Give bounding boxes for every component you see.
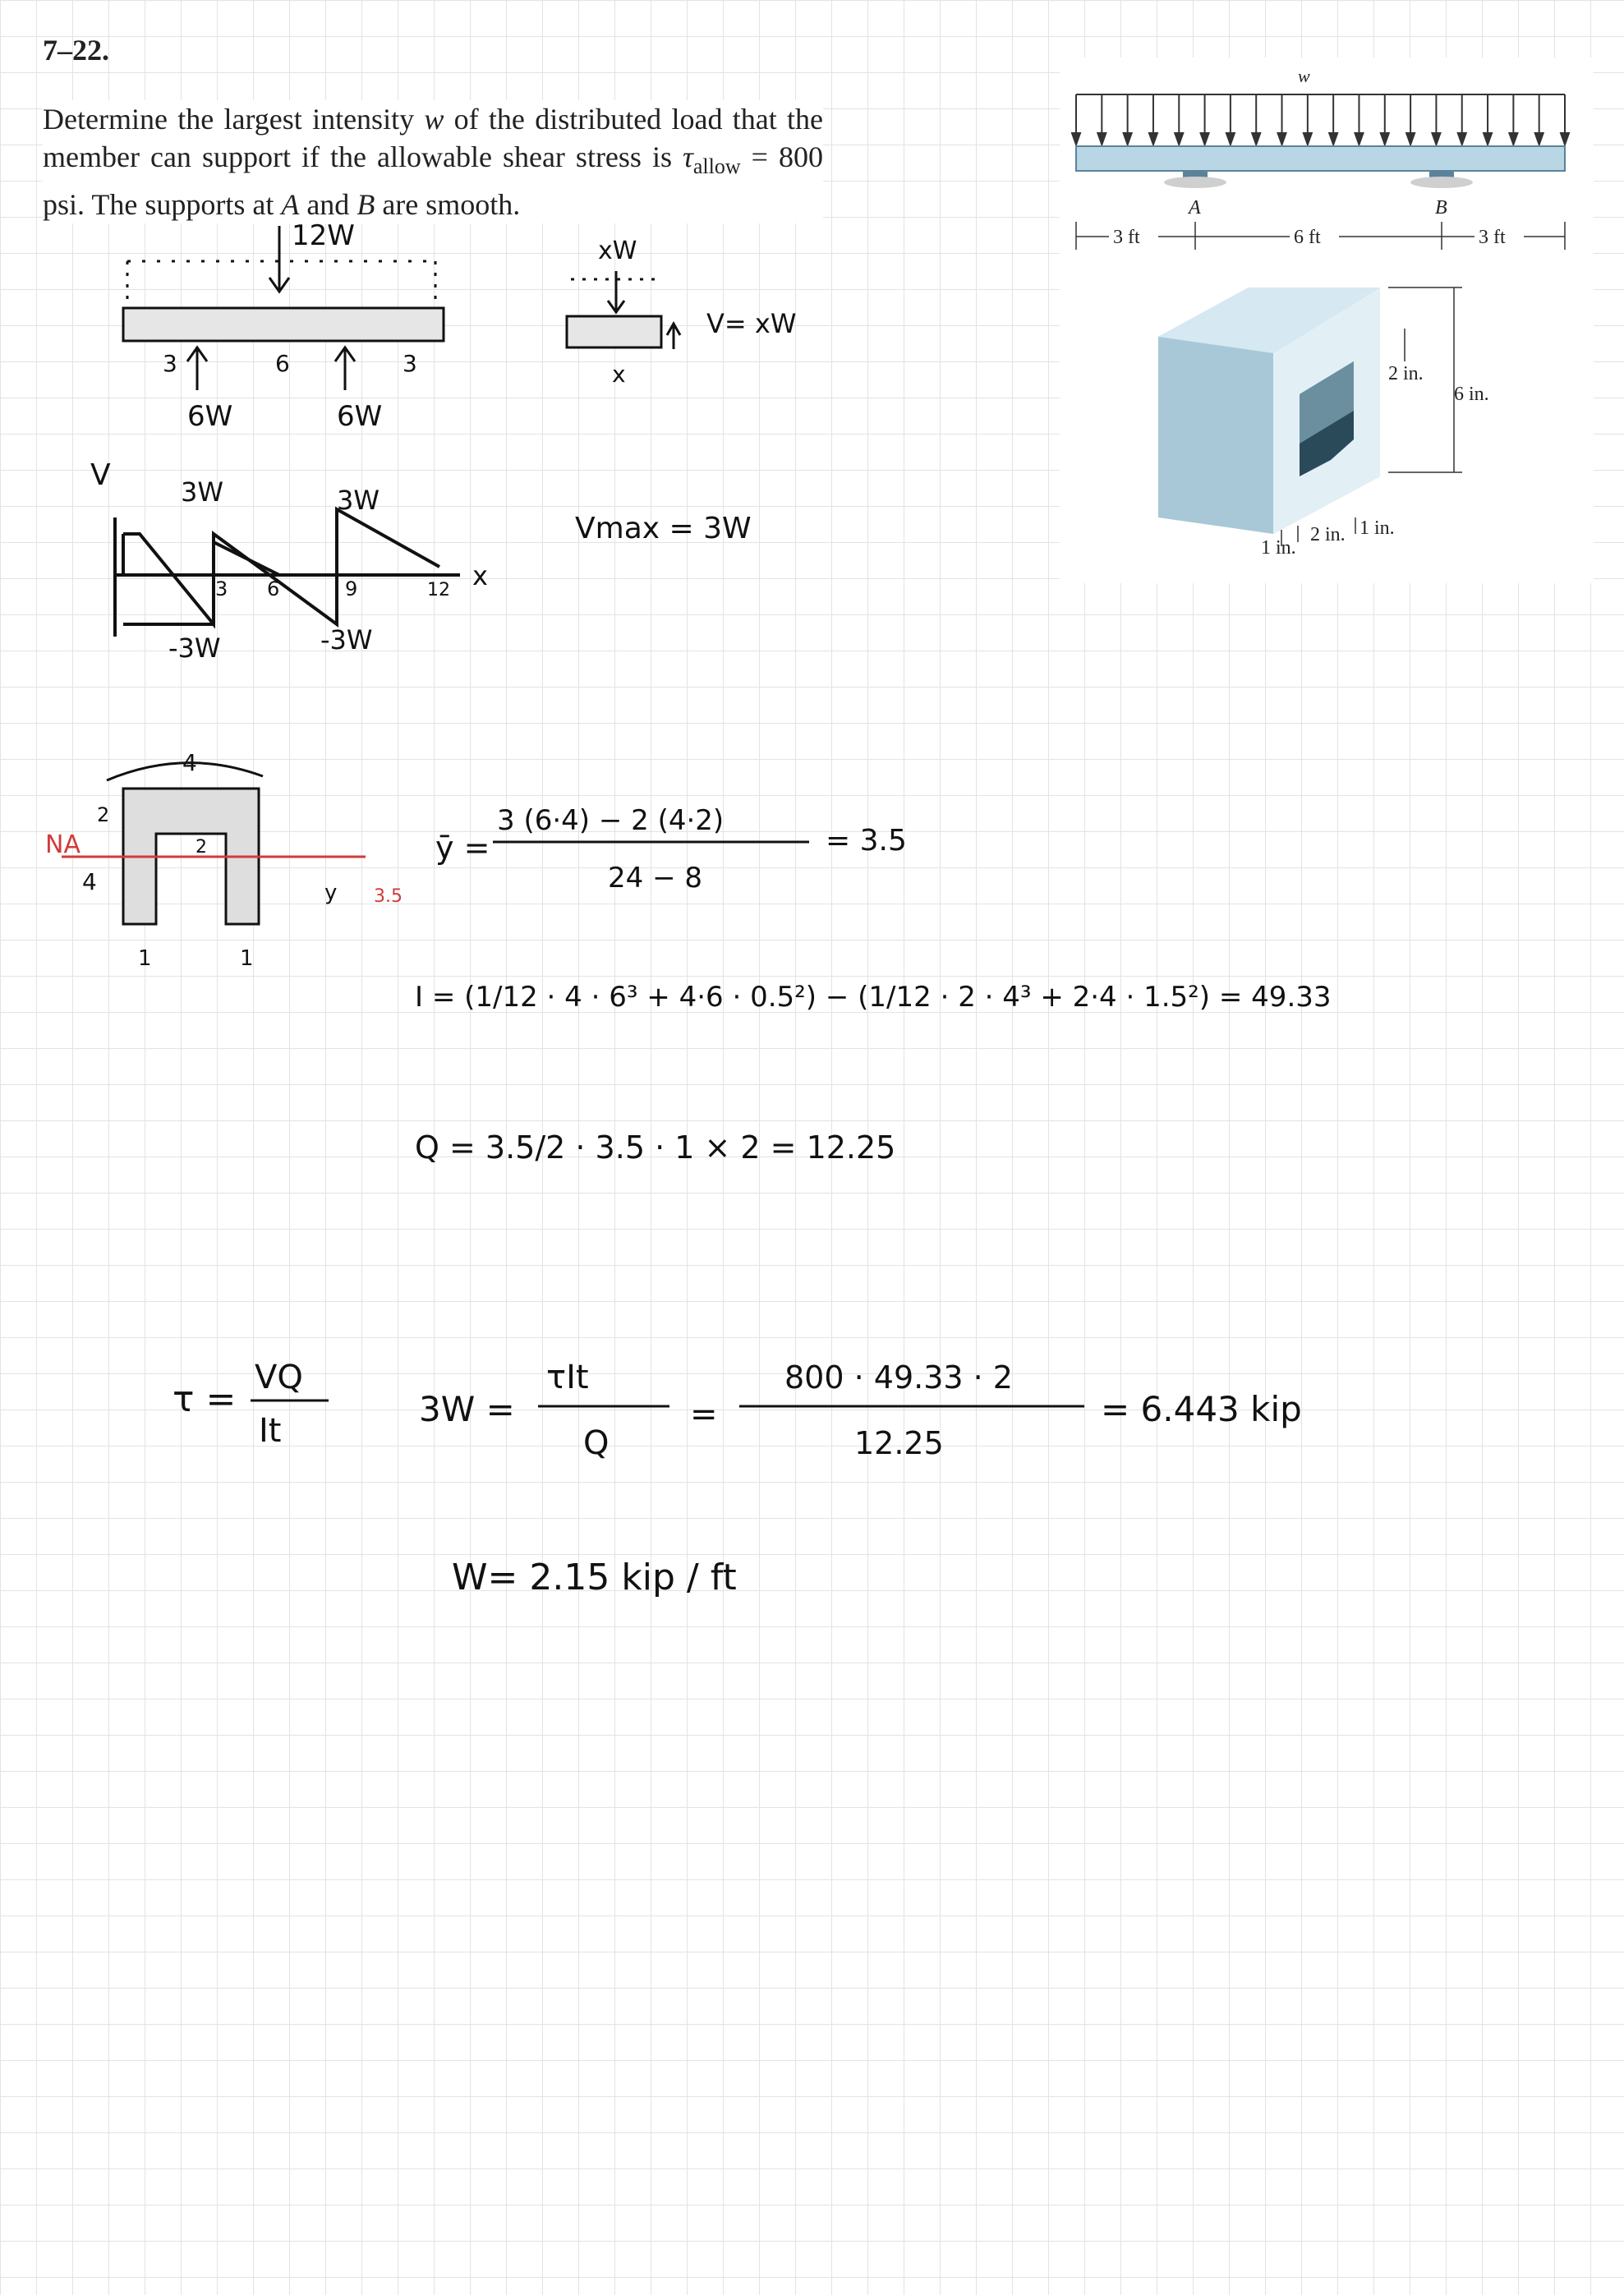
support-a-label: A [1189, 197, 1201, 218]
problem-text-part: Determine the largest intensity [43, 103, 425, 136]
fbd-d1: 3 [163, 350, 177, 377]
dim-mid: 6 ft [1294, 227, 1321, 248]
fbd-d2: 6 [275, 350, 290, 377]
v-neg-right: -3W [320, 624, 373, 655]
ybar-result: = 3.5 [826, 824, 907, 858]
load-label: w [1298, 66, 1310, 86]
problem-text-part: = 800 psi. The supports at [43, 140, 824, 222]
tau-denominator: It [259, 1412, 282, 1450]
w3-denominator: Q [583, 1424, 610, 1462]
ybar-numerator: 3 (6·4) − 2 (4·2) [497, 804, 725, 837]
moment-of-inertia-eq: I = (1/12 · 4 · 6³ + 4·6 · 0.5²) − (1/12 · 2 · 4³ + 2·4 · 1.5²) = 49.33 [415, 981, 1332, 1014]
w3-equals: = [690, 1396, 718, 1433]
vmax: Vmax = 3W [575, 512, 752, 545]
v-x12: 12 [427, 580, 450, 600]
var-w: w [424, 103, 444, 136]
dim-2in-top: 2 in. [1388, 363, 1424, 384]
v-3w-right: 3W [337, 485, 380, 516]
ybar-lhs: ȳ = [435, 830, 490, 866]
w3-result: = 6.443 kip [1101, 1389, 1302, 1429]
fbd-load: 12W [292, 219, 355, 252]
w3-denominator-values: 12.25 [854, 1425, 944, 1461]
problem-text-part: are smooth. [375, 188, 521, 222]
cs-leg-dim: 1 [138, 946, 152, 971]
segment-x: x [612, 361, 626, 388]
cs-leg2-dim: 1 [240, 946, 254, 971]
support-b-label: B [1435, 197, 1447, 218]
cs-side-top-dim: 2 [97, 803, 110, 826]
final-answer: W= 2.15 kip / ft [452, 1557, 737, 1598]
tau-numerator: VQ [255, 1359, 303, 1396]
segment-fbd [567, 271, 680, 349]
problem-text-part: of the distributed load that the member can support if the allowable shear stress is [43, 103, 823, 173]
v-axis-label: V [90, 458, 111, 492]
w3-numerator: τIt [546, 1359, 589, 1396]
dim-1in-right: 1 in. [1359, 517, 1395, 539]
v-x3: 3 [215, 577, 228, 600]
cs-inner-dim: 2 [196, 837, 207, 858]
dim-left: 3 ft [1113, 227, 1140, 248]
dim-1in-left: 1 in. [1261, 537, 1296, 559]
shear-diagram [115, 509, 460, 637]
first-moment-eq: Q = 3.5/2 · 3.5 · 1 × 2 = 12.25 [415, 1129, 896, 1166]
cs-ybar: 3.5 [374, 886, 403, 907]
dim-2in-bottom: 2 in. [1310, 524, 1346, 545]
x-axis-label: x [472, 560, 488, 591]
cs-side-left-dim: 4 [82, 868, 97, 895]
tau-symbol: τ [683, 140, 693, 173]
w3-lhs: 3W = [419, 1389, 515, 1429]
v-x9: 9 [345, 577, 358, 600]
ybar-denominator: 24 − 8 [608, 862, 702, 895]
segment-shear: V= xW [706, 308, 797, 339]
problem-number: 7–22. [43, 34, 109, 67]
cs-top-dim: 4 [182, 749, 197, 776]
neutral-axis-label: NA [45, 830, 81, 859]
var-a: A [281, 188, 300, 222]
problem-text-part: and [299, 188, 357, 222]
reaction-a: 6W [187, 400, 233, 433]
var-b: B [357, 188, 375, 222]
dim-right: 3 ft [1479, 227, 1506, 248]
cross-section-sketch [107, 763, 263, 924]
w3-numerator-values: 800 · 49.33 · 2 [784, 1359, 1013, 1396]
fbd-d3: 3 [403, 350, 417, 377]
reaction-b: 6W [337, 400, 383, 433]
tau-lhs: τ = [173, 1378, 237, 1420]
segment-load: xW [598, 237, 637, 265]
v-x6: 6 [267, 577, 280, 600]
v-3w-left: 3W [181, 476, 223, 508]
cs-y: y [324, 881, 338, 905]
v-neg-left: -3W [168, 632, 221, 664]
dim-6in: 6 in. [1454, 384, 1489, 405]
tau-subscript: allow [692, 154, 741, 179]
